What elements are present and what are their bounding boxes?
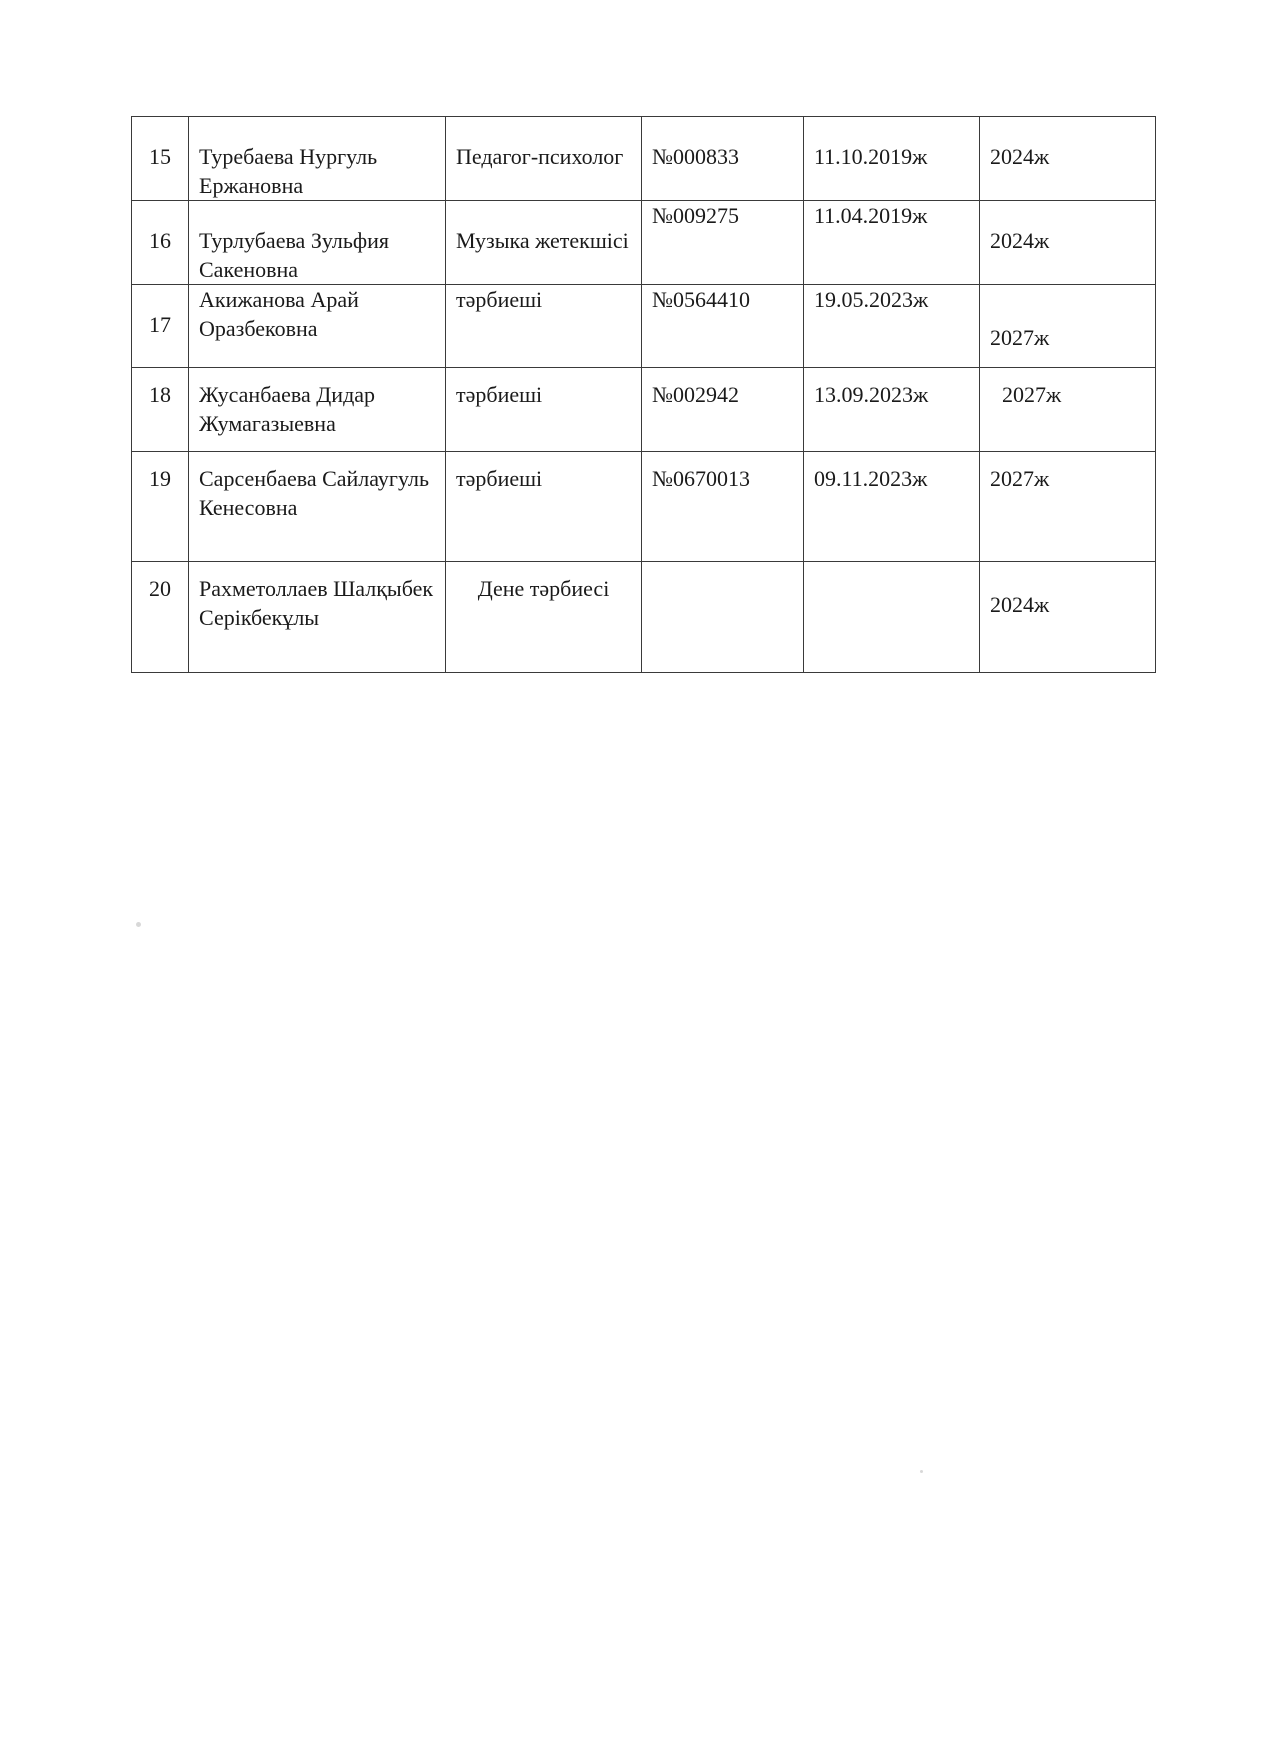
employee-name: Рахметоллаев Шалқыбек Серікбекұлы	[189, 562, 446, 673]
next-attestation-year: 2024ж	[980, 562, 1156, 673]
employee-name: Сарсенбаева Сайлаугуль Кенесовна	[189, 452, 446, 562]
certificate-number: №002942	[642, 368, 804, 452]
table-row	[132, 452, 1156, 562]
certificate-number: №009275	[642, 201, 804, 285]
table-row	[132, 117, 1156, 201]
certificate-date: 11.10.2019ж	[804, 117, 980, 201]
scan-speck	[136, 922, 141, 927]
certificate-number: №000833	[642, 117, 804, 201]
staff-table	[131, 116, 1156, 673]
row-number: 19	[132, 452, 189, 562]
table-row	[132, 562, 1156, 673]
employee-name: Акижанова Арай Оразбековна	[189, 285, 446, 368]
employee-position: Педагог-психолог	[446, 117, 642, 201]
certificate-date	[804, 562, 980, 673]
table-row	[132, 368, 1156, 452]
employee-name: Турлубаева Зульфия Сакеновна	[189, 201, 446, 285]
row-number: 16	[132, 201, 189, 285]
next-attestation-year: 2024ж	[980, 201, 1156, 285]
row-number: 17	[132, 285, 189, 368]
table-row	[132, 285, 1156, 368]
next-attestation-year: 2024ж	[980, 117, 1156, 201]
employee-name: Жусанбаева Дидар Жумагазыевна	[189, 368, 446, 452]
employee-position: тәрбиеші	[446, 285, 642, 368]
employee-position: тәрбиеші	[446, 368, 642, 452]
employee-name: Туребаева Нургуль Ержановна	[189, 117, 446, 201]
row-number: 15	[132, 117, 189, 201]
row-number: 20	[132, 562, 189, 673]
employee-position: Музыка жетекшісі	[446, 201, 642, 285]
certificate-number	[642, 562, 804, 673]
table-row	[132, 201, 1156, 285]
certificate-number: №0670013	[642, 452, 804, 562]
certificate-number: №0564410	[642, 285, 804, 368]
employee-position: тәрбиеші	[446, 452, 642, 562]
next-attestation-year: 2027ж	[980, 368, 1156, 452]
next-attestation-year: 2027ж	[980, 452, 1156, 562]
certificate-date: 09.11.2023ж	[804, 452, 980, 562]
certificate-date: 11.04.2019ж	[804, 201, 980, 285]
next-attestation-year: 2027ж	[980, 285, 1156, 368]
scan-speck	[920, 1470, 923, 1473]
certificate-date: 19.05.2023ж	[804, 285, 980, 368]
row-number: 18	[132, 368, 189, 452]
employee-position: Дене тәрбиесі	[446, 562, 642, 673]
certificate-date: 13.09.2023ж	[804, 368, 980, 452]
